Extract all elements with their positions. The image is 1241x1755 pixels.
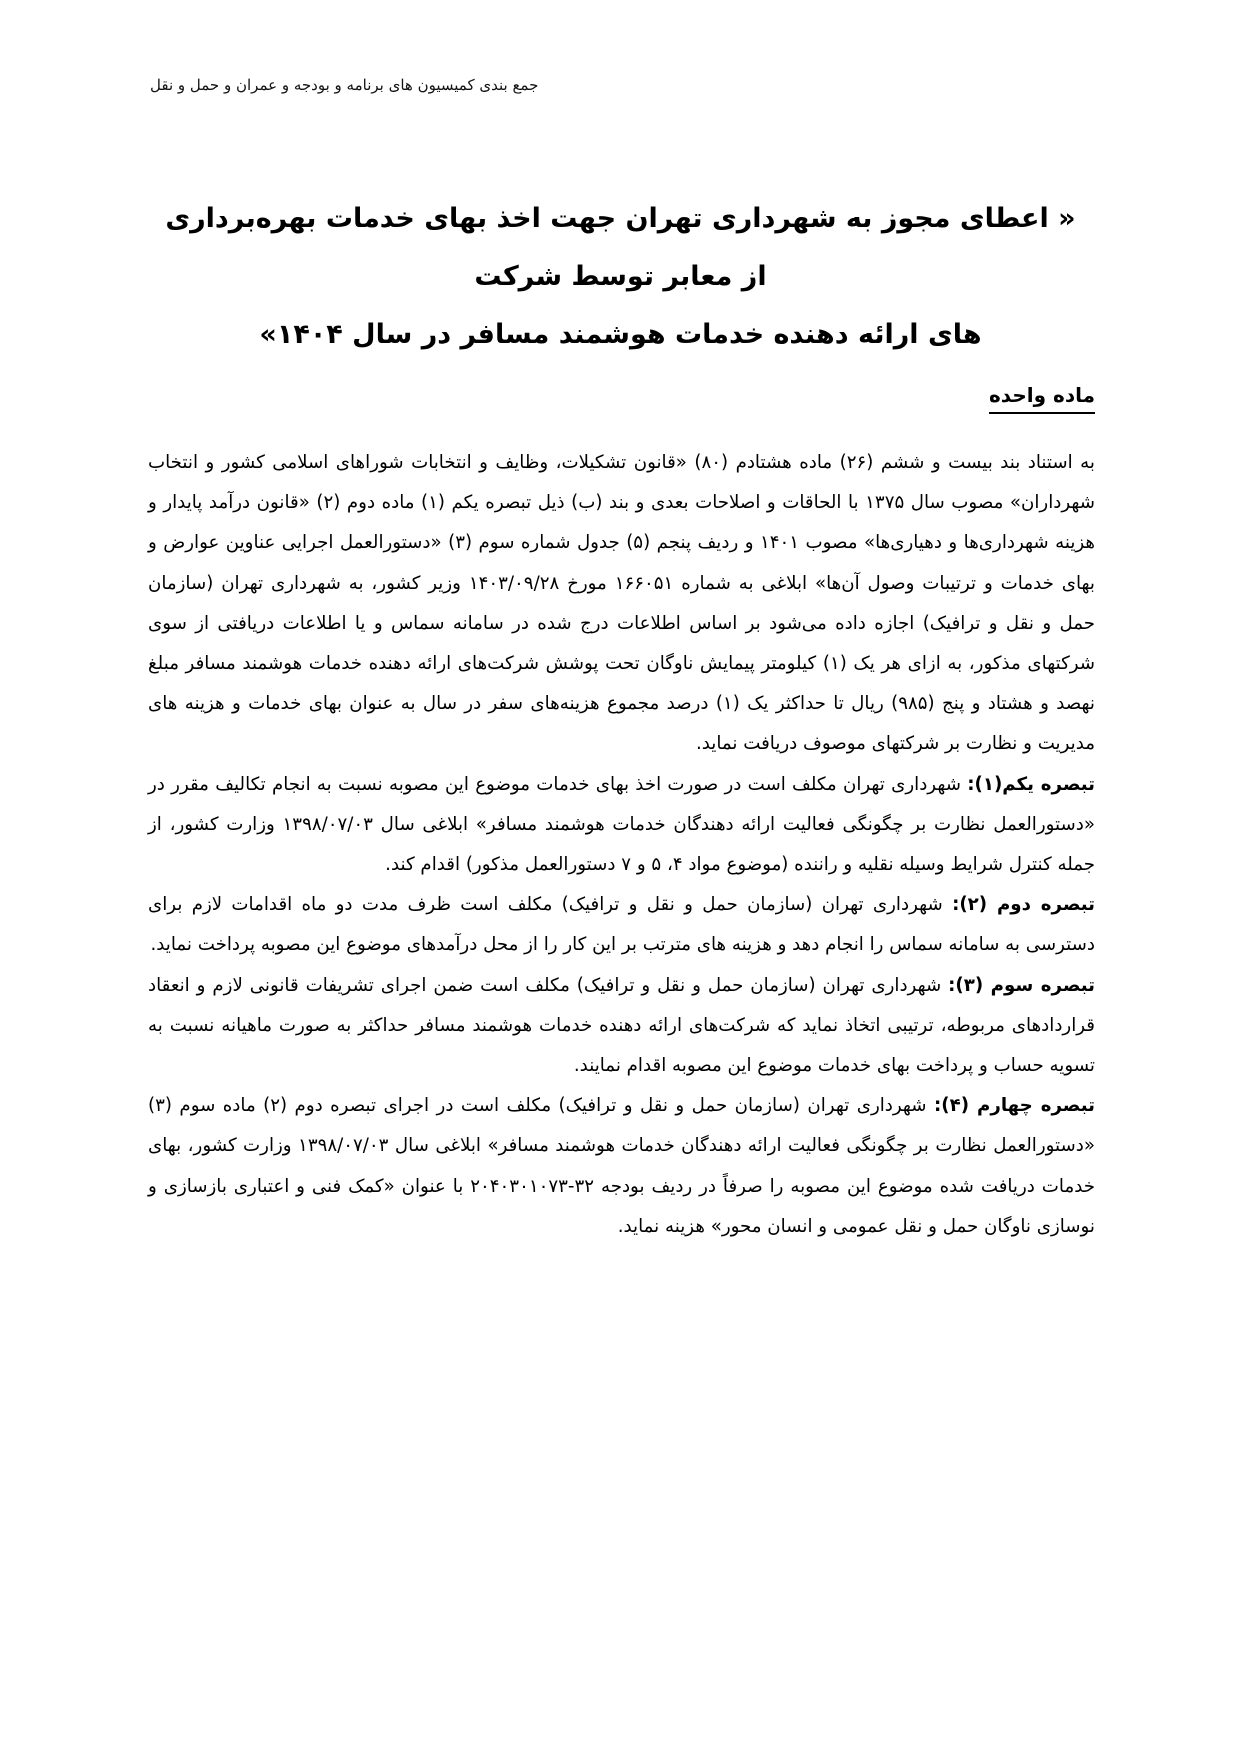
document-title — [150, 190, 1091, 364]
note-text: شهرداری تهران (سازمان حمل و نقل و ترافیک) مکلف است در اجرای تبصره دوم (۲) ماده سوم (۳) «دستورالعمل نظارت بر چگونگی فعالیت ارائه دهندگان خدمات هوشمند مسافر» ابلاغی سال ۱۳۹۸/۰۷/۰۳ وزارت کشور، بهای خدمات دریافت شده موضوع این مصوبه را صرفاً در ردیف بودجه ۳۲-۲۰۴۰۳۰۱۰۷۳ با عنوان «کمک فنی و اعتباری بازسازی و نوسازی ناوگان حمل و نقل عمومی و انسان محور» هزینه نماید. — [148, 1095, 1095, 1237]
note-text: شهرداری تهران مکلف است در صورت اخذ بهای خدمات موضوع این مصوبه نسبت به انجام تکالیف مقرر در «دستورالعمل نظارت بر چگونگی فعالیت ارائه دهندگان خدمات هوشمند مسافر» ابلاغی سال ۱۳۹۸/۰۷/۰۳ وزارت کشور، از جمله کنترل شرایط وسیله نقلیه و راننده (موضوع مواد ۴، ۵ و ۷ دستورالعمل مذکور) اقدام کند. — [148, 773, 1095, 876]
note-label: تبصره چهارم (۴): — [934, 1095, 1095, 1117]
note-paragraph — [148, 885, 1095, 965]
document-body — [148, 443, 1095, 1247]
note-label: تبصره یکم(۱): — [967, 773, 1095, 795]
note-paragraph — [148, 1086, 1095, 1247]
document-title-line-2: های ارائه دهنده خدمات هوشمند مسافر در سال ۱۴۰۴» — [259, 319, 982, 350]
note-paragraph — [148, 765, 1095, 886]
note-paragraph — [148, 966, 1095, 1087]
running-header-text: جمع بندی کمیسیون های برنامه و بودجه و عمران و حمل و نقل — [150, 76, 539, 94]
note-label: تبصره سوم (۳): — [948, 974, 1095, 996]
running-header — [150, 76, 650, 94]
note-text: شهرداری تهران (سازمان حمل و نقل و ترافیک) مکلف است ظرف مدت دو ماه اقدامات لازم برای دسترسی به سامانه سماس را انجام دهد و هزینه های مترتب بر این کار را از محل درآمدهای موضوع این مصوبه پرداخت نماید. — [148, 894, 1095, 956]
note-label: تبصره دوم (۲): — [952, 894, 1096, 916]
note-text: شهرداری تهران (سازمان حمل و نقل و ترافیک) مکلف است ضمن اجرای تشریفات قانونی لازم و انعقاد قراردادهای مربوطه، ترتیبی اتخاذ نماید که شرکت‌های ارائه دهنده خدمات هوشمند مسافر حداکثر به صورت ماهیانه نسبت به تسویه حساب و پرداخت بهای خدمات موضوع این مصوبه اقدام نمایند. — [148, 974, 1095, 1077]
main-paragraph: به استناد بند بیست و ششم (۲۶) ماده هشتادم (۸۰) «قانون تشکیلات، وظایف و انتخابات شوراهای اسلامی کشور و انتخاب شهرداران» مصوب سال ۱۳۷۵ با الحاقات و اصلاحات بعدی و بند (ب) ذیل تبصره یکم (۱) ماده دوم (۲) «قانون درآمد پایدار و هزینه شهرداری‌ها و دهیاری‌ها» مصوب ۱۴۰۱ و ردیف پنجم (۵) جدول شماره سوم (۳) «دستورالعمل اجرایی عناوین عوارض و بهای خدمات و ترتیبات وصول آن‌ها» ابلاغی به شماره ۱۶۶۰۵۱ مورخ ۱۴۰۳/۰۹/۲۸ وزیر کشور، به شهرداری تهران (سازمان حمل و نقل و ترافیک) اجازه داده می‌شود بر اساس اطلاعات درج شده در سامانه سماس و یا اطلاعات دریافتی از سوی شرکتهای مذکور، به ازای هر یک (۱) کیلومتر پیمایش ناوگان تحت پوشش شرکت‌های ارائه دهنده خدمات هوشمند مسافر مبلغ نهصد و هشتاد و پنج (۹۸۵) ریال تا حداکثر یک (۱) درصد مجموع هزینه‌های سفر در سال به عنوان بهای خدمات و هزینه های مدیریت و نظارت بر شرکتهای موصوف دریافت نماید. — [148, 452, 1096, 755]
document-title-line-1: « اعطای مجوز به شهرداری تهران جهت اخذ بهای خدمات بهره‌برداری از معابر توسط شرکت — [165, 203, 1076, 292]
section-heading: ماده واحده — [989, 380, 1095, 414]
